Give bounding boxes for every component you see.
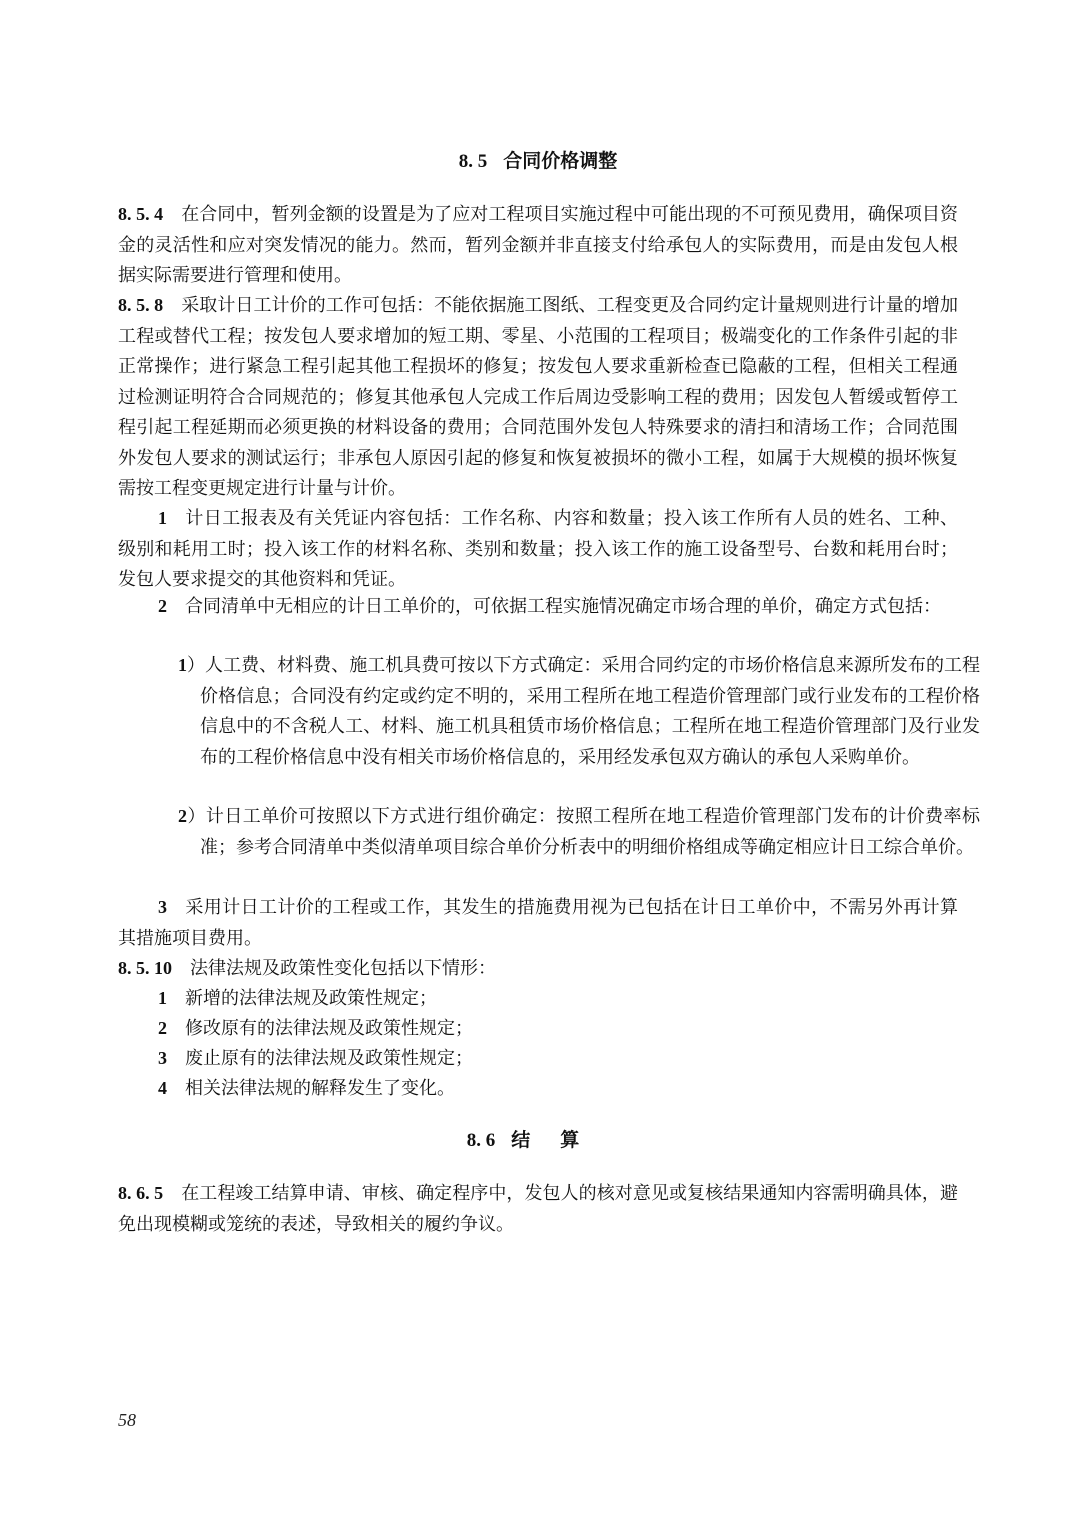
page-number: 58 bbox=[118, 1410, 136, 1430]
sub-item-1: 1）人工费、材料费、施工机具费可按以下方式确定：采用合同约定的市场价格信息来源所发布的工程价格信息；合同没有约定或约定不明的，采用工程所在地工程造价管理部门或行业发布的工程价格信息中的不含税人工、材料、施工机具租赁市场价格信息；工程所在地工程造价管理部门及行业发布的工程价格信息中没有相关市场价格信息的，采用经发承包双方确认的承包人采购单价。 bbox=[178, 655, 980, 768]
section-title: 结算 bbox=[511, 1129, 610, 1151]
item-text: 相关法律法规的解释发生了变化。 bbox=[185, 1078, 455, 1099]
clause-text: 在工程竣工结算申请、审核、确定程序中，发包人的核对意见或复核结果通知内容需明确具体，避免出现模糊或笼统的表述，导致相关的履约争议。 bbox=[118, 1183, 959, 1235]
section-heading-8-6 bbox=[118, 1125, 958, 1156]
clause-8-6-5 bbox=[118, 1178, 958, 1240]
list-item bbox=[118, 1013, 958, 1045]
clause-number: 8. 5. 4 bbox=[118, 204, 164, 224]
sub-item-text: 人工费、材料费、施工机具费可按以下方式确定：采用合同约定的市场价格信息来源所发布的工程价格信息；合同没有约定或约定不明的，采用工程所在地工程造价管理部门或行业发布的工程价格信息中的不含税人工、材料、施工机具租赁市场价格信息；工程所在地工程造价管理部门及行业发布的工程价格信息中没有相关市场价格信息的，采用经发承包双方确认的承包人采购单价。 bbox=[200, 655, 980, 768]
item-text: 计日工报表及有关凭证内容包括：工作名称、内容和数量；投入该工作所有人员的姓名、工种、级别和耗用工时；投入该工作的材料名称、类别和数量；投入该工作的施工设备型号、台数和耗用台时；发包人要求提交的其他资料和凭证。 bbox=[118, 508, 958, 590]
clause-number: 8. 5. 8 bbox=[118, 295, 164, 315]
list-item-8-5-8-3 bbox=[118, 892, 958, 954]
item-text: 新增的法律法规及政策性规定； bbox=[185, 988, 437, 1009]
sub-item-2: 2）计日工单价可按照以下方式进行组价确定：按照工程所在地工程造价管理部门发布的计价费率标准；参考合同清单中类似清单项目综合单价分析表中的明细价格组成等确定相应计日工综合单价。 bbox=[178, 806, 981, 858]
list-item bbox=[118, 1043, 958, 1075]
section-number: 8. 6 bbox=[466, 1130, 496, 1151]
item-text: 采用计日工计价的工程或工作，其发生的措施费用视为已包括在计日工单价中，不需另外再计算其措施项目费用。 bbox=[118, 897, 958, 949]
item-number: 1 bbox=[158, 508, 167, 528]
item-text: 合同清单中无相应的计日工单价的，可依据工程实施情况确定市场合理的单价，确定方式包括： bbox=[185, 596, 941, 617]
clause-number: 8. 5. 10 bbox=[118, 958, 172, 978]
item-number: 4 bbox=[158, 1078, 167, 1098]
list-item bbox=[118, 983, 958, 1015]
clause-number: 8. 6. 5 bbox=[118, 1183, 164, 1203]
clause-8-5-4 bbox=[118, 199, 958, 292]
item-text: 修改原有的法律法规及政策性规定； bbox=[185, 1018, 473, 1039]
section-number: 8. 5 bbox=[458, 151, 488, 172]
clause-8-5-10 bbox=[118, 953, 958, 985]
item-number: 2 bbox=[158, 1018, 167, 1038]
clause-text: 法律法规及政策性变化包括以下情形： bbox=[190, 958, 496, 979]
clause-text: 采取计日工计价的工作可包括：不能依据施工图纸、工程变更及合同约定计量规则进行计量的增加工程或替代工程；按发包人要求增加的短工期、零星、小范围的工程项目；极端变化的工作条件引起的非正常操作；进行紧急工程引起其他工程损坏的修复；按发包人要求重新检查已隐蔽的工程，但相关工程通过检测证明符合合同规范的；修复其他承包人完成工作后周边受影响工程的费用；因发包人暂缓或暂停工程引起工程延期而必须更换的材料设备的费用；合同范围外发包人特殊要求的清扫和清场工作；合同范围外发包人要求的测试运行；非承包人原因引起的修复和恢复被损坏的微小工程，如属于大规模的损坏恢复需按工程变更规定进行计量与计价。 bbox=[118, 295, 959, 499]
sub-item-number: 1 bbox=[178, 655, 187, 675]
item-number: 1 bbox=[158, 988, 167, 1008]
item-number: 3 bbox=[158, 897, 167, 917]
list-item-8-5-8-2 bbox=[118, 591, 958, 623]
list-item-8-5-8-1 bbox=[118, 503, 958, 596]
section-title: 合同价格调整 bbox=[503, 150, 618, 172]
sub-item-number: 2 bbox=[178, 806, 187, 826]
clause-text: 在合同中，暂列金额的设置是为了应对工程项目实施过程中可能出现的不可预见费用，确保项目资金的灵活性和应对突发情况的能力。然而，暂列金额并非直接支付给承包人的实际费用，而是由发包人根据实际需要进行管理和使用。 bbox=[118, 204, 959, 286]
item-number: 2 bbox=[158, 596, 167, 616]
section-heading-8-5 bbox=[118, 146, 958, 177]
item-number: 3 bbox=[158, 1048, 167, 1068]
clause-8-5-8 bbox=[118, 290, 958, 505]
list-item bbox=[118, 1073, 958, 1105]
item-text: 废止原有的法律法规及政策性规定； bbox=[185, 1048, 473, 1069]
sub-item-text: 计日工单价可按照以下方式进行组价确定：按照工程所在地工程造价管理部门发布的计价费率标准；参考合同清单中类似清单项目综合单价分析表中的明细价格组成等确定相应计日工综合单价。 bbox=[200, 806, 981, 858]
